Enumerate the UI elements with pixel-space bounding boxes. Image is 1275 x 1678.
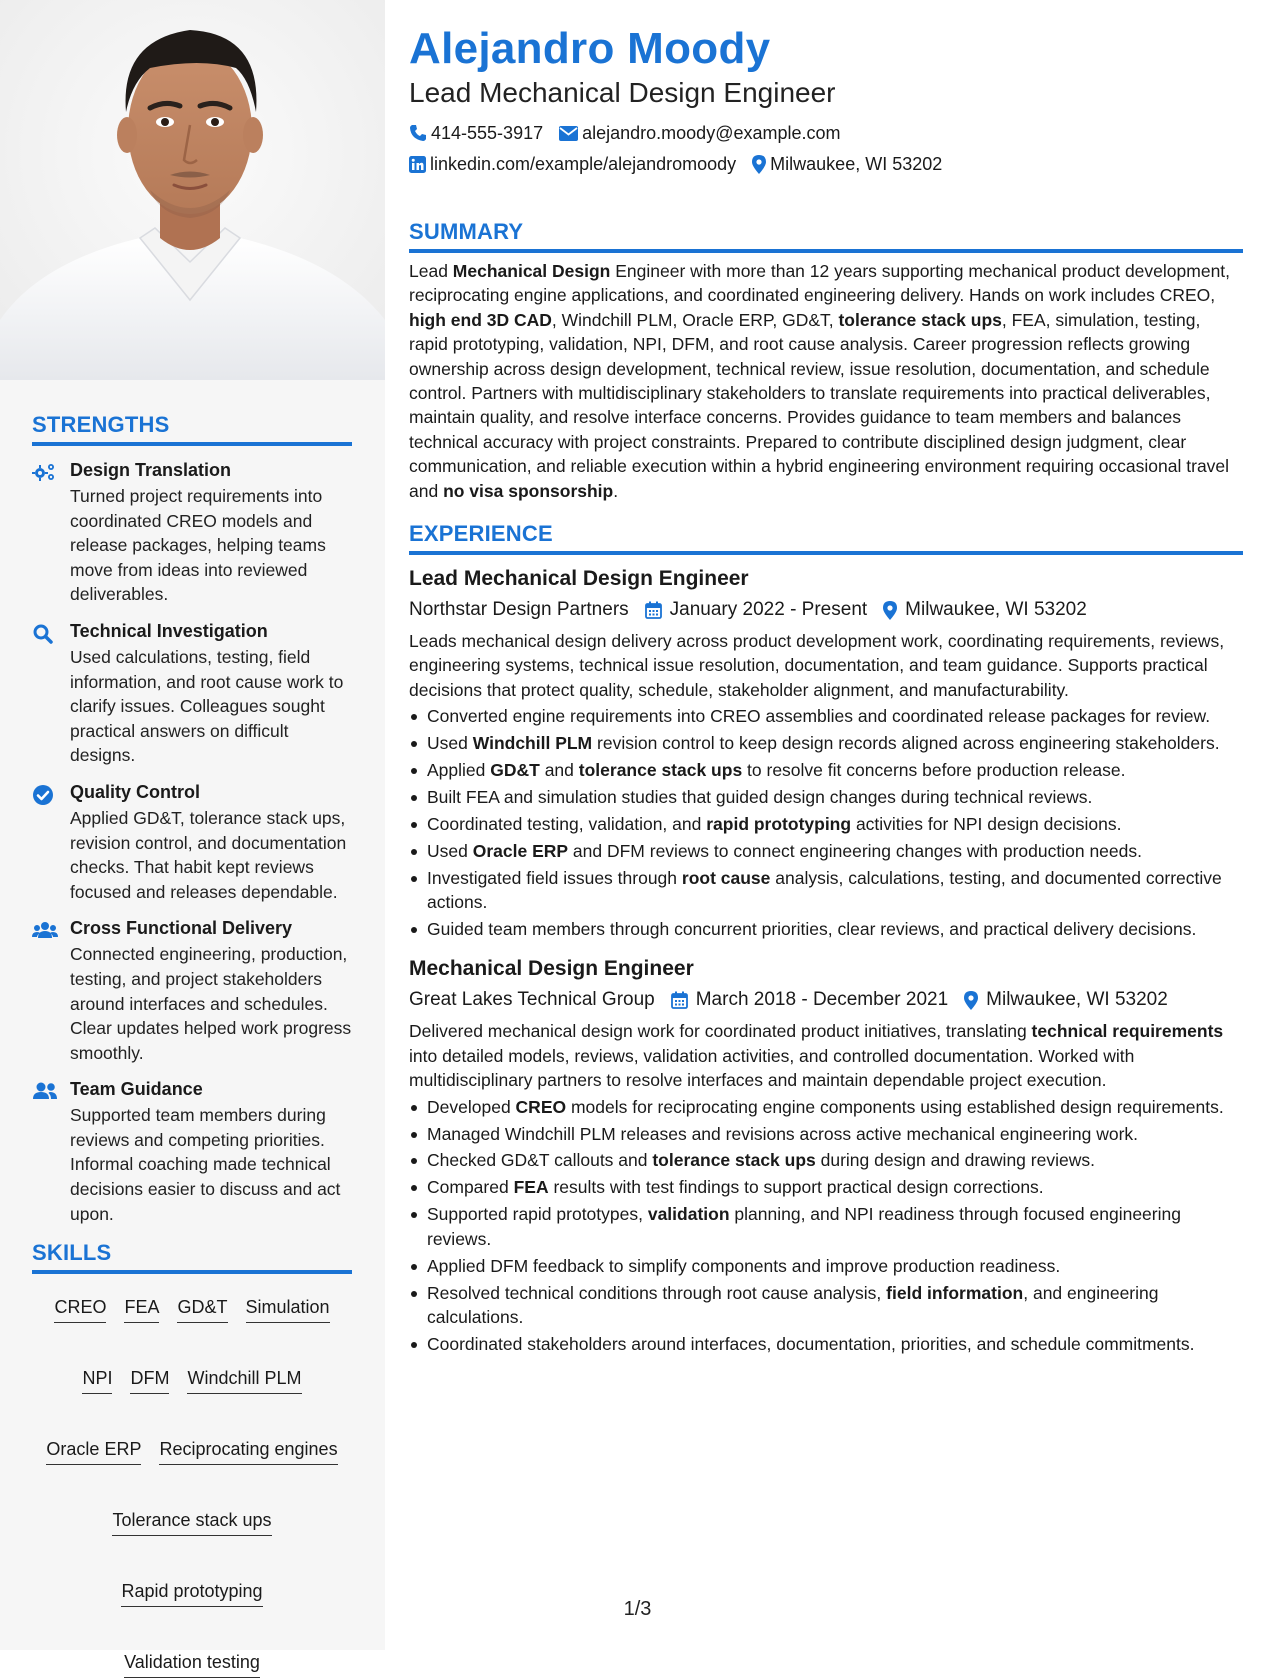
contact-row xyxy=(409,153,1243,175)
job-title: Mechanical Design Engineer xyxy=(409,957,694,981)
job-dates: January 2022 - Present xyxy=(669,599,868,621)
list-item: Resolved technical conditions through root cause analysis, field information, and engineering calculations. xyxy=(409,1281,1243,1330)
strength-item xyxy=(32,621,352,768)
job-description: Delivered mechanical design work for coordinated product initiatives, translating technical requirements into detailed models, reviews, validation activities, and controlled documentation. Worked with multidisciplinary partners to resolve interfaces and maintain dependable project execution. xyxy=(409,1021,1224,1091)
job-dates: March 2018 - December 2021 xyxy=(695,989,949,1011)
phone-text[interactable]: 414-555-3917 xyxy=(431,122,544,143)
gears-icon xyxy=(32,460,70,607)
users-icon xyxy=(32,918,70,1065)
job-title: Lead Mechanical Design Engineer xyxy=(409,567,749,591)
list-item: Used Oracle ERP and DFM reviews to connect engineering changes with production needs. xyxy=(409,839,1243,863)
skill-tag: Oracle ERP xyxy=(46,1438,141,1465)
skill-tag: Rapid prototyping xyxy=(121,1580,262,1607)
linkedin-link[interactable]: linkedin.com/example/alejandromoody xyxy=(430,153,737,174)
list-item: Checked GD&T callouts and tolerance stack ups during design and drawing reviews. xyxy=(409,1148,1243,1172)
skill-tag: Validation testing xyxy=(124,1651,260,1678)
list-item: Managed Windchill PLM releases and revisions across active mechanical engineering work. xyxy=(409,1122,1243,1146)
location-pin-icon xyxy=(964,991,978,1010)
list-item: Guided team members through concurrent priorities, clear reviews, and practical delivery decisions. xyxy=(409,917,1243,941)
skill-tag: GD&T xyxy=(177,1296,227,1323)
user-pair-icon xyxy=(32,1079,70,1226)
skill-tag: Simulation xyxy=(246,1296,330,1323)
job-meta xyxy=(409,597,1243,623)
job-company: Northstar Design Partners xyxy=(409,599,629,621)
strength-description: Supported team members during reviews and competing priorities. Informal coaching made technical decisions easier to discuss and act upon. xyxy=(70,1105,341,1224)
job-location: Milwaukee, WI 53202 xyxy=(905,599,1087,621)
strength-title: Cross Functional Delivery xyxy=(70,918,293,939)
summary-text: Lead Mechanical Design Engineer with more than 12 years supporting mechanical product development, reciprocating engine applications, and coordinated engineering delivery. Hands on work includes CREO, high end 3D CAD, Windchill PLM, Oracle ERP, GD&T, tolerance stack ups, FEA, simulation, testing, rapid prototyping, validation, NPI, DFM, and root cause analysis. Career progression reflects growing ownership across design development, technical review, issue resolution, documentation, and schedule control. Partners with multidisciplinary stakeholders to translate requirements into practical deliverables, maintain quality, and resolve interface concerns. Provides guidance to team members and balances technical accuracy with project constraints. Prepared to contribute disciplined design judgment, clear communication, and reliable execution within a hybrid engineering environment requiring occasional travel and no visa sponsorship. xyxy=(409,261,1231,501)
strength-item xyxy=(32,918,352,1065)
skill-tag: Reciprocating engines xyxy=(159,1438,337,1465)
list-item: Coordinated stakeholders around interfaces, documentation, priorities, and schedule commitments. xyxy=(409,1332,1243,1356)
skill-tag: DFM xyxy=(130,1367,169,1394)
list-item: Compared FEA results with test findings to support practical design corrections. xyxy=(409,1175,1243,1199)
list-item: Used Windchill PLM revision control to keep design records aligned across engineering stakeholders. xyxy=(409,731,1243,755)
job-company: Great Lakes Technical Group xyxy=(409,989,655,1011)
job-description: Leads mechanical design delivery across product development work, coordinating requirements, reviews, engineering systems, technical issue resolution, documentation, and team guidance. Supports practical decisions that protect quality, schedule, stakeholder alignment, and manufacturability. xyxy=(409,631,1225,700)
calendar-icon xyxy=(645,601,662,619)
strength-item xyxy=(32,1079,352,1226)
job-location: Milwaukee, WI 53202 xyxy=(986,989,1168,1011)
skills-heading: SKILLS xyxy=(32,1240,352,1274)
email-link[interactable]: alejandro.moody@example.com xyxy=(582,122,841,143)
strength-description: Applied GD&T, tolerance stack ups, revision control, and documentation checks. That habit kept reviews focused and releases dependable. xyxy=(70,807,347,902)
profile-photo xyxy=(0,0,385,380)
page-number: 1/3 xyxy=(623,1598,652,1620)
job-meta xyxy=(409,987,1243,1013)
job-entry xyxy=(409,565,1243,941)
strength-title: Quality Control xyxy=(70,781,200,802)
strength-description: Turned project requirements into coordinated CREO models and release packages, helping teams move from ideas into reviewed deliverables. xyxy=(70,486,326,605)
check-badge-icon xyxy=(32,782,70,904)
location-text: Milwaukee, WI 53202 xyxy=(770,153,943,174)
strength-title: Team Guidance xyxy=(70,1079,203,1100)
skill-tag: Tolerance stack ups xyxy=(112,1509,271,1536)
candidate-name: Alejandro Moody xyxy=(409,24,771,73)
location-pin-icon xyxy=(883,601,897,620)
contact-row xyxy=(409,122,1243,144)
calendar-icon xyxy=(671,991,688,1009)
sidebar xyxy=(0,0,385,1673)
summary-heading: SUMMARY xyxy=(409,219,1243,253)
job-bullets xyxy=(409,704,1243,941)
strength-description: Used calculations, testing, field information, and root cause work to clarify issues. Colleagues sought practical answers on difficult designs. xyxy=(70,646,344,766)
skill-tag: CREO xyxy=(54,1296,106,1323)
job-entry xyxy=(409,955,1243,1356)
strength-item xyxy=(32,782,352,904)
strength-item xyxy=(32,460,352,607)
candidate-role: Lead Mechanical Design Engineer xyxy=(409,77,836,108)
search-icon xyxy=(32,621,70,768)
list-item: Built FEA and simulation studies that guided design changes during technical reviews. xyxy=(409,785,1243,809)
list-item: Investigated field issues through root cause analysis, calculations, testing, and documented corrective actions. xyxy=(409,866,1243,915)
main-content xyxy=(409,22,1243,1359)
list-item: Supported rapid prototypes, validation planning, and NPI readiness through focused engineering reviews. xyxy=(409,1202,1243,1251)
experience-heading: EXPERIENCE xyxy=(409,521,1243,555)
list-item: Converted engine requirements into CREO assemblies and coordinated release packages for review. xyxy=(409,704,1243,728)
list-item: Applied DFM feedback to simplify components and improve production readiness. xyxy=(409,1254,1243,1278)
experience-list xyxy=(409,565,1243,1356)
list-item: Developed CREO models for reciprocating engine components using established design requirements. xyxy=(409,1095,1243,1119)
strength-title: Technical Investigation xyxy=(70,620,268,641)
list-item: Applied GD&T and tolerance stack ups to resolve fit concerns before production release. xyxy=(409,758,1243,782)
strength-title: Design Translation xyxy=(70,460,232,480)
skill-tag: Windchill PLM xyxy=(187,1367,301,1394)
strengths-heading: STRENGTHS xyxy=(32,412,352,446)
skill-tag: NPI xyxy=(82,1367,112,1394)
linkedin-icon xyxy=(409,156,426,173)
job-bullets xyxy=(409,1095,1243,1357)
phone-icon xyxy=(409,124,427,142)
strength-description: Connected engineering, production, testing, and project stakeholders around interfaces and schedules. Clear updates helped work progress smoothly. xyxy=(70,944,352,1063)
list-item: Coordinated testing, validation, and rapid prototyping activities for NPI design decisions. xyxy=(409,812,1243,836)
location-pin-icon xyxy=(752,155,766,174)
skill-tag: FEA xyxy=(124,1296,159,1323)
email-icon xyxy=(559,126,578,141)
